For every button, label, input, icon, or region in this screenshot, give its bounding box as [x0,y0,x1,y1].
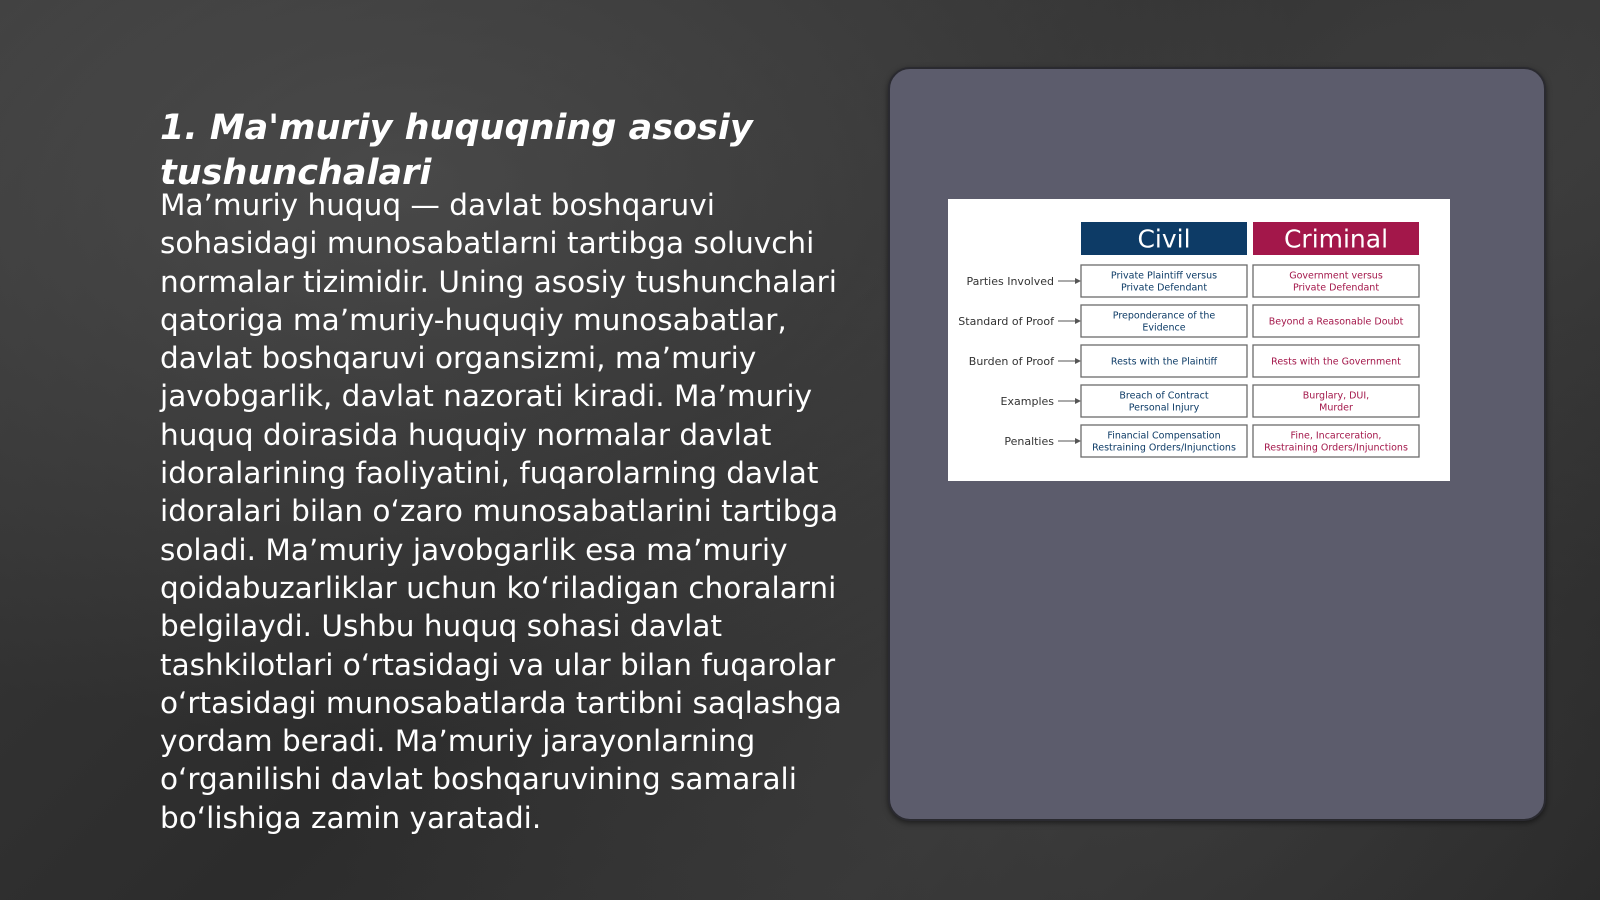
cell-text-civil: Financial Compensation [1107,430,1221,442]
slide-body-text: Ma’muriy huquq — davlat boshqaruvi sohasidagi munosabatlarni tartibga soluvchi normalar tizimidir. Uning asosiy tushunchalari qatoriga ma’muriy-huquqiy munosabatlar, davlat boshqaruvi organsizmi, ma’muriy javobgarlik, davlat nazorati kiradi. Ma’muriy huquq doirasida huquqiy normalar davlat idoralarining faoliyatini, fuqarolarning davlat idoralari bilan o‘zaro munosabatlarini tartibga soladi. Ma’muriy javobgarlik esa ma’muriy qoidabuzarliklar uchun ko‘riladigan choralarni belgilaydi. Ushbu huquq sohasi davlat tashkilotlari o‘rtasidagi va ular bilan fuqarolar o‘rtasidagi munosabatlarda tartibni saqlashga yordam beradi. Ma’muriy jarayonlarning o‘rganilishi davlat boshqaruvining samarali bo‘lishiga zamin yaratadi. [160,188,842,835]
cell-text-criminal: Restraining Orders/Injunctions [1264,442,1408,454]
row-arrow-head [1075,438,1081,444]
cell-text-civil: Personal Injury [1128,402,1200,414]
row-arrow-head [1075,398,1081,404]
slide-title: 1. Ma'muriy huquqning asosiy tushunchalari [160,108,753,193]
cell-text-civil: Private Defendant [1120,282,1208,294]
cell-text-criminal: Burglary, DUI, [1302,390,1370,402]
cell-text-civil: Private Plaintiff versus [1110,270,1218,282]
row-arrow-head [1075,358,1081,364]
row-label: Standard of Proof [958,315,1054,328]
row-label: Parties Involved [966,275,1054,288]
cell-text-criminal: Private Defendant [1292,282,1380,294]
cell-text-criminal: Fine, Incarceration, [1290,430,1382,442]
cell-text-civil: Rests with the Plaintiff [1110,356,1218,368]
row-arrow-head [1075,318,1081,324]
diagram-svg [948,199,1450,481]
cell-text-civil: Evidence [1142,322,1186,334]
cell-text-civil: Breach of Contract [1119,390,1209,402]
row-label: Burden of Proof [968,355,1054,368]
cell-text-criminal: Murder [1319,402,1353,414]
row-label: Penalties [1004,435,1054,448]
civil-vs-criminal-diagram [948,199,1450,481]
cell-text-criminal: Rests with the Government [1271,356,1401,368]
column-header-label: Civil [1137,224,1191,254]
cell-text-civil: Restraining Orders/Injunctions [1092,442,1236,454]
column-header-label: Criminal [1283,224,1389,254]
cell-text-criminal: Government versus [1289,270,1383,282]
cell-text-civil: Preponderance of the [1112,310,1216,322]
row-arrow-head [1075,278,1081,284]
row-label: Examples [1000,395,1054,408]
cell-text-criminal: Beyond a Reasonable Doubt [1268,316,1404,328]
